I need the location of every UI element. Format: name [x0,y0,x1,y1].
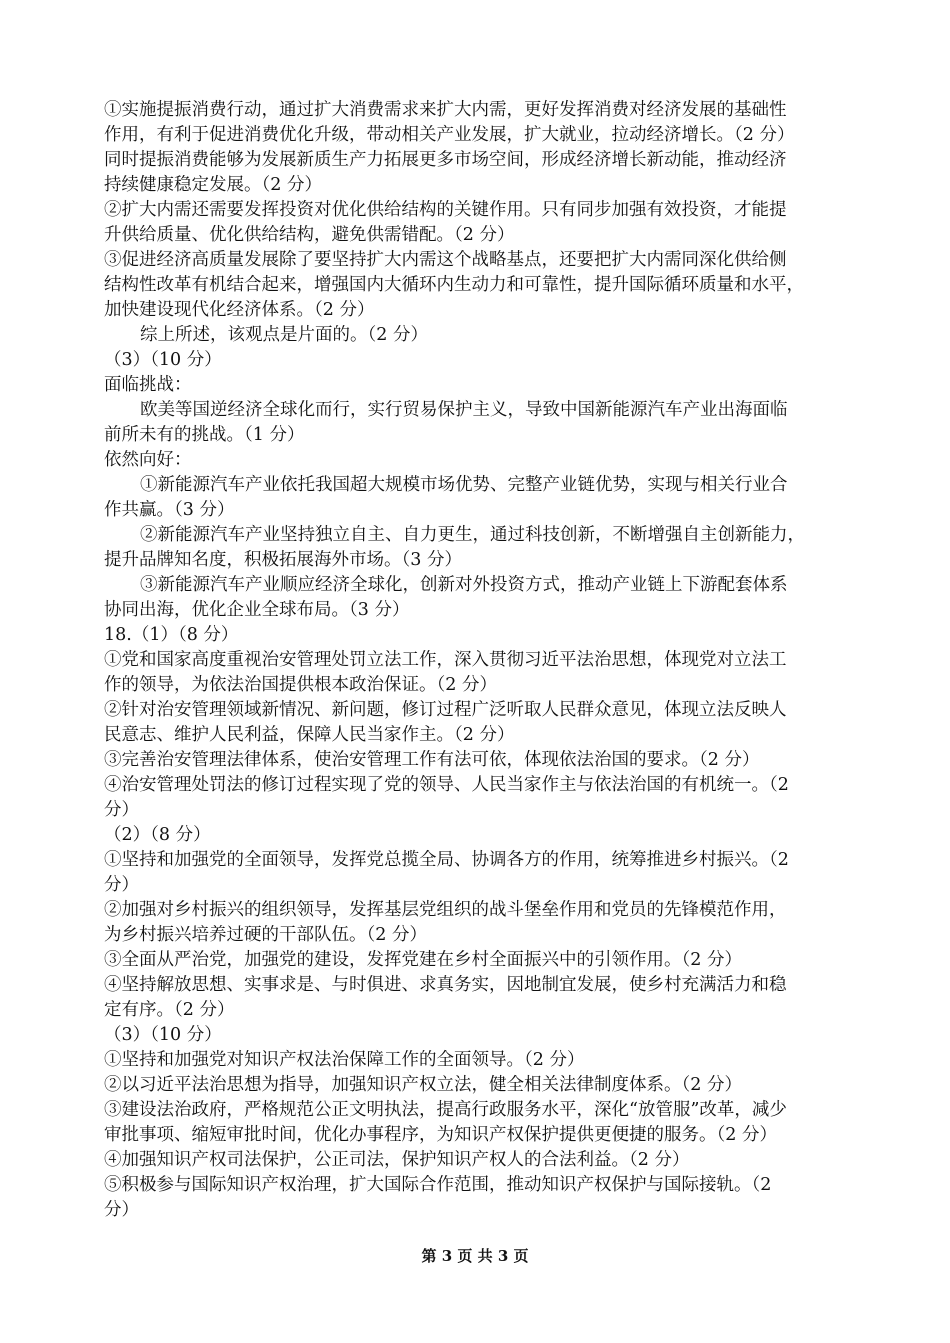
text-line: 综上所述，该观点是片面的。（2 分） [140,325,428,345]
text-line: 依然向好： [104,450,192,470]
text-line: 前所未有的挑战。（1 分） [104,425,305,445]
text-line: ④加强知识产权司法保护，公正司法，保护知识产权人的合法利益。（2 分） [104,1150,690,1170]
text-line: ②针对治安管理领域新情况、新问题，修订过程广泛听取人民群众意见，体现立法反映人 [104,700,787,720]
text-line: 作用，有利于促进消费优化升级，带动相关产业发展，扩大就业，拉动经济增长。（2 分） [104,125,795,145]
text-line: ②扩大内需还需要发挥投资对优化供给结构的关键作用。只有同步加强有效投资，才能提 [104,200,787,220]
text-line: 分） [104,1200,139,1220]
text-line: ②加强对乡村振兴的组织领导，发挥基层党组织的战斗堡垒作用和党员的先锋模范作用， [104,900,787,920]
text-line: 民意志、维护人民利益，保障人民当家作主。（2 分） [104,725,515,745]
text-line: 同时提振消费能够为发展新质生产力拓展更多市场空间，形成经济增长新动能，推动经济 [104,150,787,170]
text-line: 审批事项、缩短审批时间，优化办事程序，为知识产权保护提供更便捷的服务。（2 分） [104,1125,777,1145]
text-line: 作共赢。（3 分） [104,500,235,520]
text-line: （3）（10 分） [104,350,222,370]
text-line: ①坚持和加强党对知识产权法治保障工作的全面领导。（2 分） [104,1050,585,1070]
text-line: ③新能源汽车产业顺应经济全球化，创新对外投资方式，推动产业链上下游配套体系 [140,575,788,595]
text-line: 面临挑战： [104,375,192,395]
text-line: ④坚持解放思想、实事求是、与时俱进、求真务实，因地制宜发展，使乡村充满活力和稳 [104,975,787,995]
text-line: （2）（8 分） [104,825,211,845]
text-line: ①新能源汽车产业依托我国超大规模市场优势、完整产业链优势，实现与相关行业合 [140,475,788,495]
text-line: 协同出海，优化企业全球布局。（3 分） [104,600,410,620]
text-line: ③促进经济高质量发展除了要坚持扩大内需这个战略基点，还要把扩大内需同深化供给侧 [104,250,787,270]
text-line: （3）（10 分） [104,1025,222,1045]
text-line: 18.（1）（8 分） [104,625,239,645]
text-line: ⑤积极参与国际知识产权治理，扩大国际合作范围，推动知识产权保护与国际接轨。（2 [104,1175,772,1195]
text-line: ①党和国家高度重视治安管理处罚立法工作，深入贯彻习近平法治思想，体现党对立法工 [104,650,787,670]
page-footer: 第 3 页 共 3 页 [421,1247,529,1265]
text-line: ②以习近平法治思想为指导，加强知识产权立法，健全相关法律制度体系。（2 分） [104,1075,742,1095]
text-line: 作的领导，为依法治国提供根本政治保证。（2 分） [104,675,497,695]
text-line: 分） [104,800,139,820]
text-line: ①坚持和加强党的全面领导，发挥党总揽全局、协调各方的作用，统筹推进乡村振兴。（2 [104,850,789,870]
document-body [104,98,852,1223]
text-line: 欧美等国逆经济全球化而行，实行贸易保护主义，导致中国新能源汽车产业出海面临 [140,400,788,420]
text-line: ③全面从严治党，加强党的建设，发挥党建在乡村全面振兴中的引领作用。（2 分） [104,950,742,970]
text-line: ③完善治安管理法律体系，使治安管理工作有法可依，体现依法治国的要求。（2 分） [104,750,760,770]
text-line: ①实施提振消费行动，通过扩大消费需求来扩大内需，更好发挥消费对经济发展的基础性 [104,100,787,120]
text-line: ③建设法治政府，严格规范公正文明执法，提高行政服务水平，深化“放管服”改革，减少 [104,1100,787,1120]
text-line: 升供给质量、优化供给结构，避免供需错配。（2 分） [104,225,515,245]
text-line: 结构性改革有机结合起来，增强国内大循环内生动力和可靠性，提升国际循环质量和水平， [104,275,804,295]
text-line: 分） [104,875,139,895]
text-line: 提升品牌知名度，积极拓展海外市场。（3 分） [104,550,462,570]
text-line: ②新能源汽车产业坚持独立自主、自力更生，通过科技创新，不断增强自主创新能力， [140,525,805,545]
text-line: 为乡村振兴培养过硬的干部队伍。（2 分） [104,925,427,945]
text-line: 定有序。（2 分） [104,1000,235,1020]
text-line: ④治安管理处罚法的修订过程实现了党的领导、人民当家作主与依法治国的有机统一。（2 [104,775,789,795]
text-line: 加快建设现代化经济体系。（2 分） [104,300,375,320]
text-line: 持续健康稳定发展。（2 分） [104,175,322,195]
